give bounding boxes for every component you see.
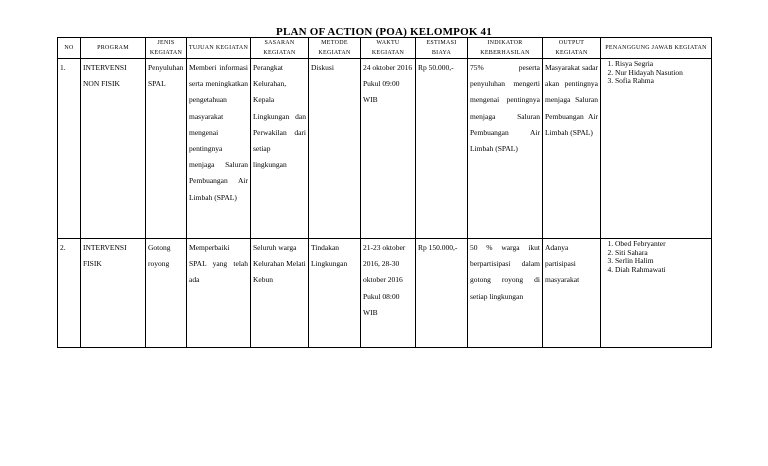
table-row bbox=[58, 59, 712, 239]
header-cell: JENIS KEGIATAN bbox=[146, 38, 187, 59]
header-cell: ESTIMASI BIAYA bbox=[416, 38, 468, 59]
cell-metode: Diskusi bbox=[309, 59, 361, 239]
cell-penanggung-jawab bbox=[601, 59, 712, 239]
cell-no: 1. bbox=[58, 59, 81, 239]
cell-sasaran: Perangkat Kelurahan, Kepala Lingkungan dan Perwakilan dari setiap lingkungan bbox=[251, 59, 309, 239]
document-title: PLAN OF ACTION (POA) KELOMPOK 41 bbox=[276, 26, 492, 38]
cell-program: INTERVENSI FISIK bbox=[81, 239, 146, 348]
header-cell: PENANGGUNG JAWAB KEGIATAN bbox=[601, 38, 712, 59]
cell-tujuan: Memperbaiki SPAL yang telah ada bbox=[187, 239, 251, 348]
cell-biaya: Rp 150.000,- bbox=[416, 239, 468, 348]
cell-output: Adanya partisipasi masyarakat bbox=[543, 239, 601, 348]
header-cell: WAKTU KEGIATAN bbox=[361, 38, 416, 59]
cell-metode: Tindakan Lingkungan bbox=[309, 239, 361, 348]
cell-waktu: 24 oktober 2016 Pukul 09:00 WIB bbox=[361, 59, 416, 239]
cell-waktu: 21-23 oktober 2016, 28-30 oktober 2016 Pukul 08:00 WIB bbox=[361, 239, 416, 348]
table-header-row bbox=[58, 38, 712, 59]
list-item: 3. Sofia Rahma bbox=[615, 77, 709, 86]
table-row bbox=[58, 239, 712, 348]
pj-list bbox=[603, 240, 709, 274]
cell-jenis: Gotong royong bbox=[146, 239, 187, 348]
cell-penanggung-jawab bbox=[601, 239, 712, 348]
list-item: 1. Obed Febryanter bbox=[615, 240, 709, 249]
pj-list bbox=[603, 60, 709, 86]
list-item: 2. Siti Sahara bbox=[615, 249, 709, 258]
cell-jenis: Penyuluhan SPAL bbox=[146, 59, 187, 239]
header-cell: PROGRAM bbox=[81, 38, 146, 59]
header-cell: INDIKATOR KEBERHASILAN bbox=[468, 38, 543, 59]
header-cell: SASARAN KEGIATAN bbox=[251, 38, 309, 59]
cell-output: Masyarakat sadar akan pentingnya menjaga Saluran Pembuangan Air Limbah (SPAL) bbox=[543, 59, 601, 239]
list-item: 3. Serlin Halim bbox=[615, 257, 709, 266]
cell-tujuan: Memberi informasi serta meningkatkan pengetahuan masyarakat mengenai pentingnya menjaga Saluran Pembuangan Air Limbah (SPAL) bbox=[187, 59, 251, 239]
header-cell: TUJUAN KEGIATAN bbox=[187, 38, 251, 59]
cell-indikator: 75% peserta penyuluhan mengerti mengenai pentingnya menjaga Saluran Pembuangan Air Limbah (SPAL) bbox=[468, 59, 543, 239]
poa-table bbox=[57, 37, 712, 348]
cell-no: 2. bbox=[58, 239, 81, 348]
cell-program: INTERVENSI NON FISIK bbox=[81, 59, 146, 239]
cell-sasaran: Seluruh warga Kelurahan Melati Kebun bbox=[251, 239, 309, 348]
list-item: 2. Nur Hidayah Nasution bbox=[615, 69, 709, 78]
list-item: 1. Risya Segria bbox=[615, 60, 709, 69]
header-cell: NO bbox=[58, 38, 81, 59]
cell-indikator: 50 % warga ikut berpartisipasi dalam gotong royong di setiap lingkungan bbox=[468, 239, 543, 348]
cell-biaya: Rp 50.000,- bbox=[416, 59, 468, 239]
list-item: 4. Diah Rahmawati bbox=[615, 266, 709, 275]
header-cell: OUTPUT KEGIATAN bbox=[543, 38, 601, 59]
header-cell: METODE KEGIATAN bbox=[309, 38, 361, 59]
